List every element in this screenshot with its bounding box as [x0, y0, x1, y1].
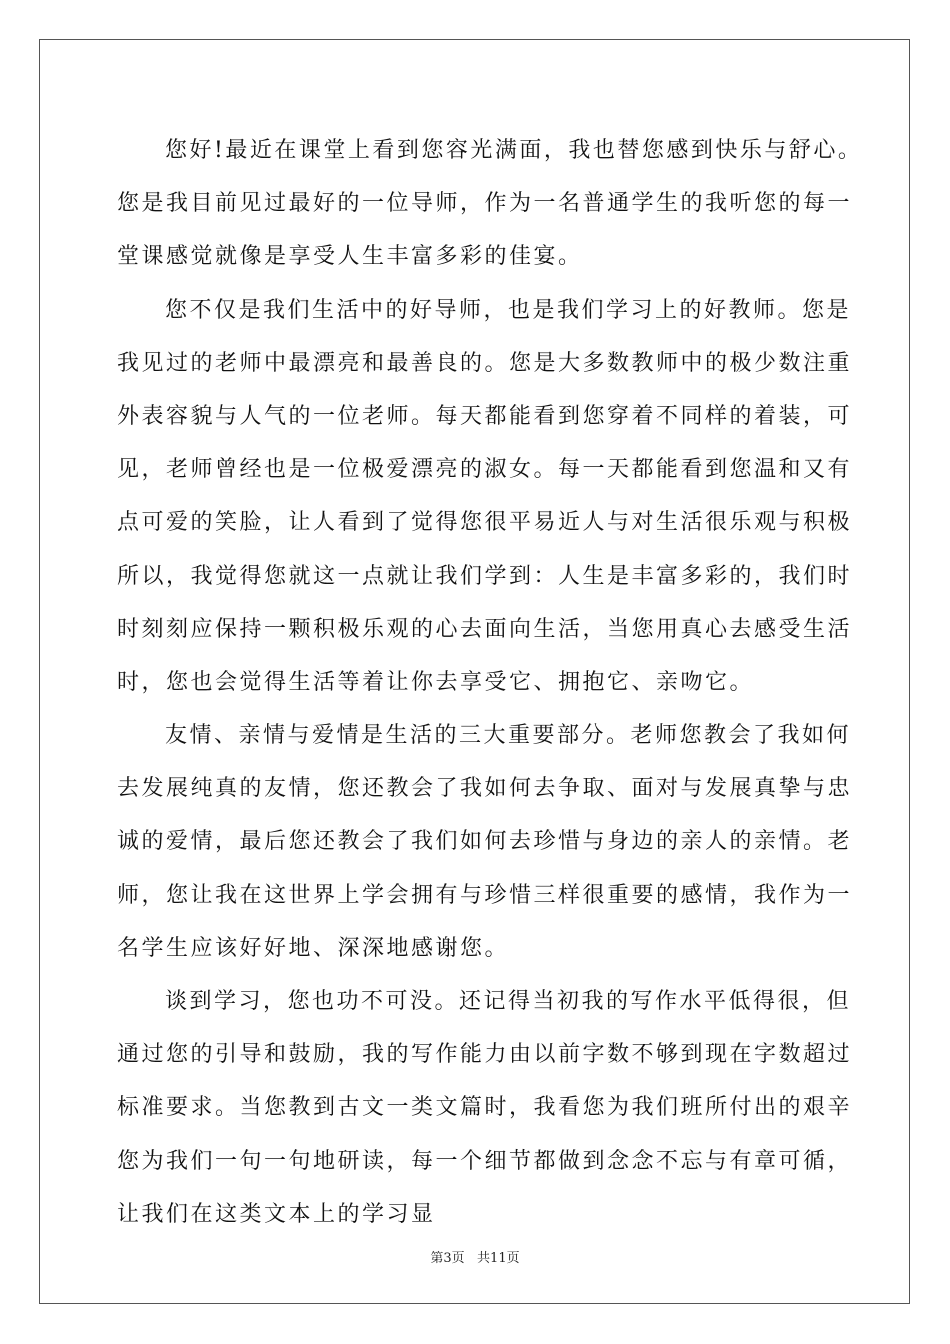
text-line: 您不仅是我们生活中的好导师，也是我们学习上的好教师。您是 [165, 297, 852, 323]
text-line: 时，您也会觉得生活等着让你去享受它、拥抱它、亲吻它。 [117, 669, 755, 695]
text-line: 所以，我觉得您就这一点就让我们学到：人生是丰富多彩的，我们时 [117, 563, 853, 589]
text-line: 您是我目前见过最好的一位导师，作为一名普通学生的我听您的每一 [117, 191, 853, 217]
text-line: 您为我们一句一句地研读，每一个细节都做到念念不忘与有章可循， [117, 1148, 853, 1174]
text-line: 谈到学习，您也功不可没。还记得当初我的写作水平低得很，但 [165, 989, 852, 1014]
text-line: 您好!最近在课堂上看到您容光满面，我也替您感到快乐与舒心。 [165, 138, 863, 163]
text-line: 点可爱的笑脸，让人看到了觉得您很平易近人与对生活很乐观与积极 [117, 510, 853, 536]
text-line: 标准要求。当您教到古文一类文篇时，我看您为我们班所付出的艰辛 [117, 1095, 853, 1121]
text-line: 诚的爱情，最后您还教会了我们如何去珍惜与身边的亲人的亲情。老 [117, 829, 853, 855]
text-line: 见，老师曾经也是一位极爱漂亮的淑女。每一天都能看到您温和又有 [117, 457, 853, 483]
text-line: 时刻刻应保持一颗积极乐观的心去面向生活，当您用真心去感受生活 [117, 616, 853, 642]
text-line: 通过您的引导和鼓励，我的写作能力由以前字数不够到现在字数超过 [117, 1042, 853, 1068]
text-line: 师，您让我在这世界上学会拥有与珍惜三样很重要的感情，我作为一 [117, 882, 853, 908]
text-line: 让我们在这类文本上的学习显 [117, 1201, 436, 1227]
text-line: 友情、亲情与爱情是生活的三大重要部分。老师您教会了我如何 [165, 723, 852, 749]
text-line: 堂课感觉就像是享受人生丰富多彩的佳宴。 [117, 244, 583, 270]
document-body [117, 124, 863, 1241]
text-line: 我见过的老师中最漂亮和最善良的。您是大多数教师中的极少数注重 [117, 350, 853, 376]
text-line: 外表容貌与人气的一位老师。每天都能看到您穿着不同样的着装，可 [117, 403, 853, 429]
page-footer: 第3页 共11页 [430, 1251, 520, 1266]
text-line: 名学生应该好好地、深深地感谢您。 [117, 935, 510, 961]
text-line: 去发展纯真的友情，您还教会了我如何去争取、面对与发展真挚与忠 [117, 776, 853, 802]
